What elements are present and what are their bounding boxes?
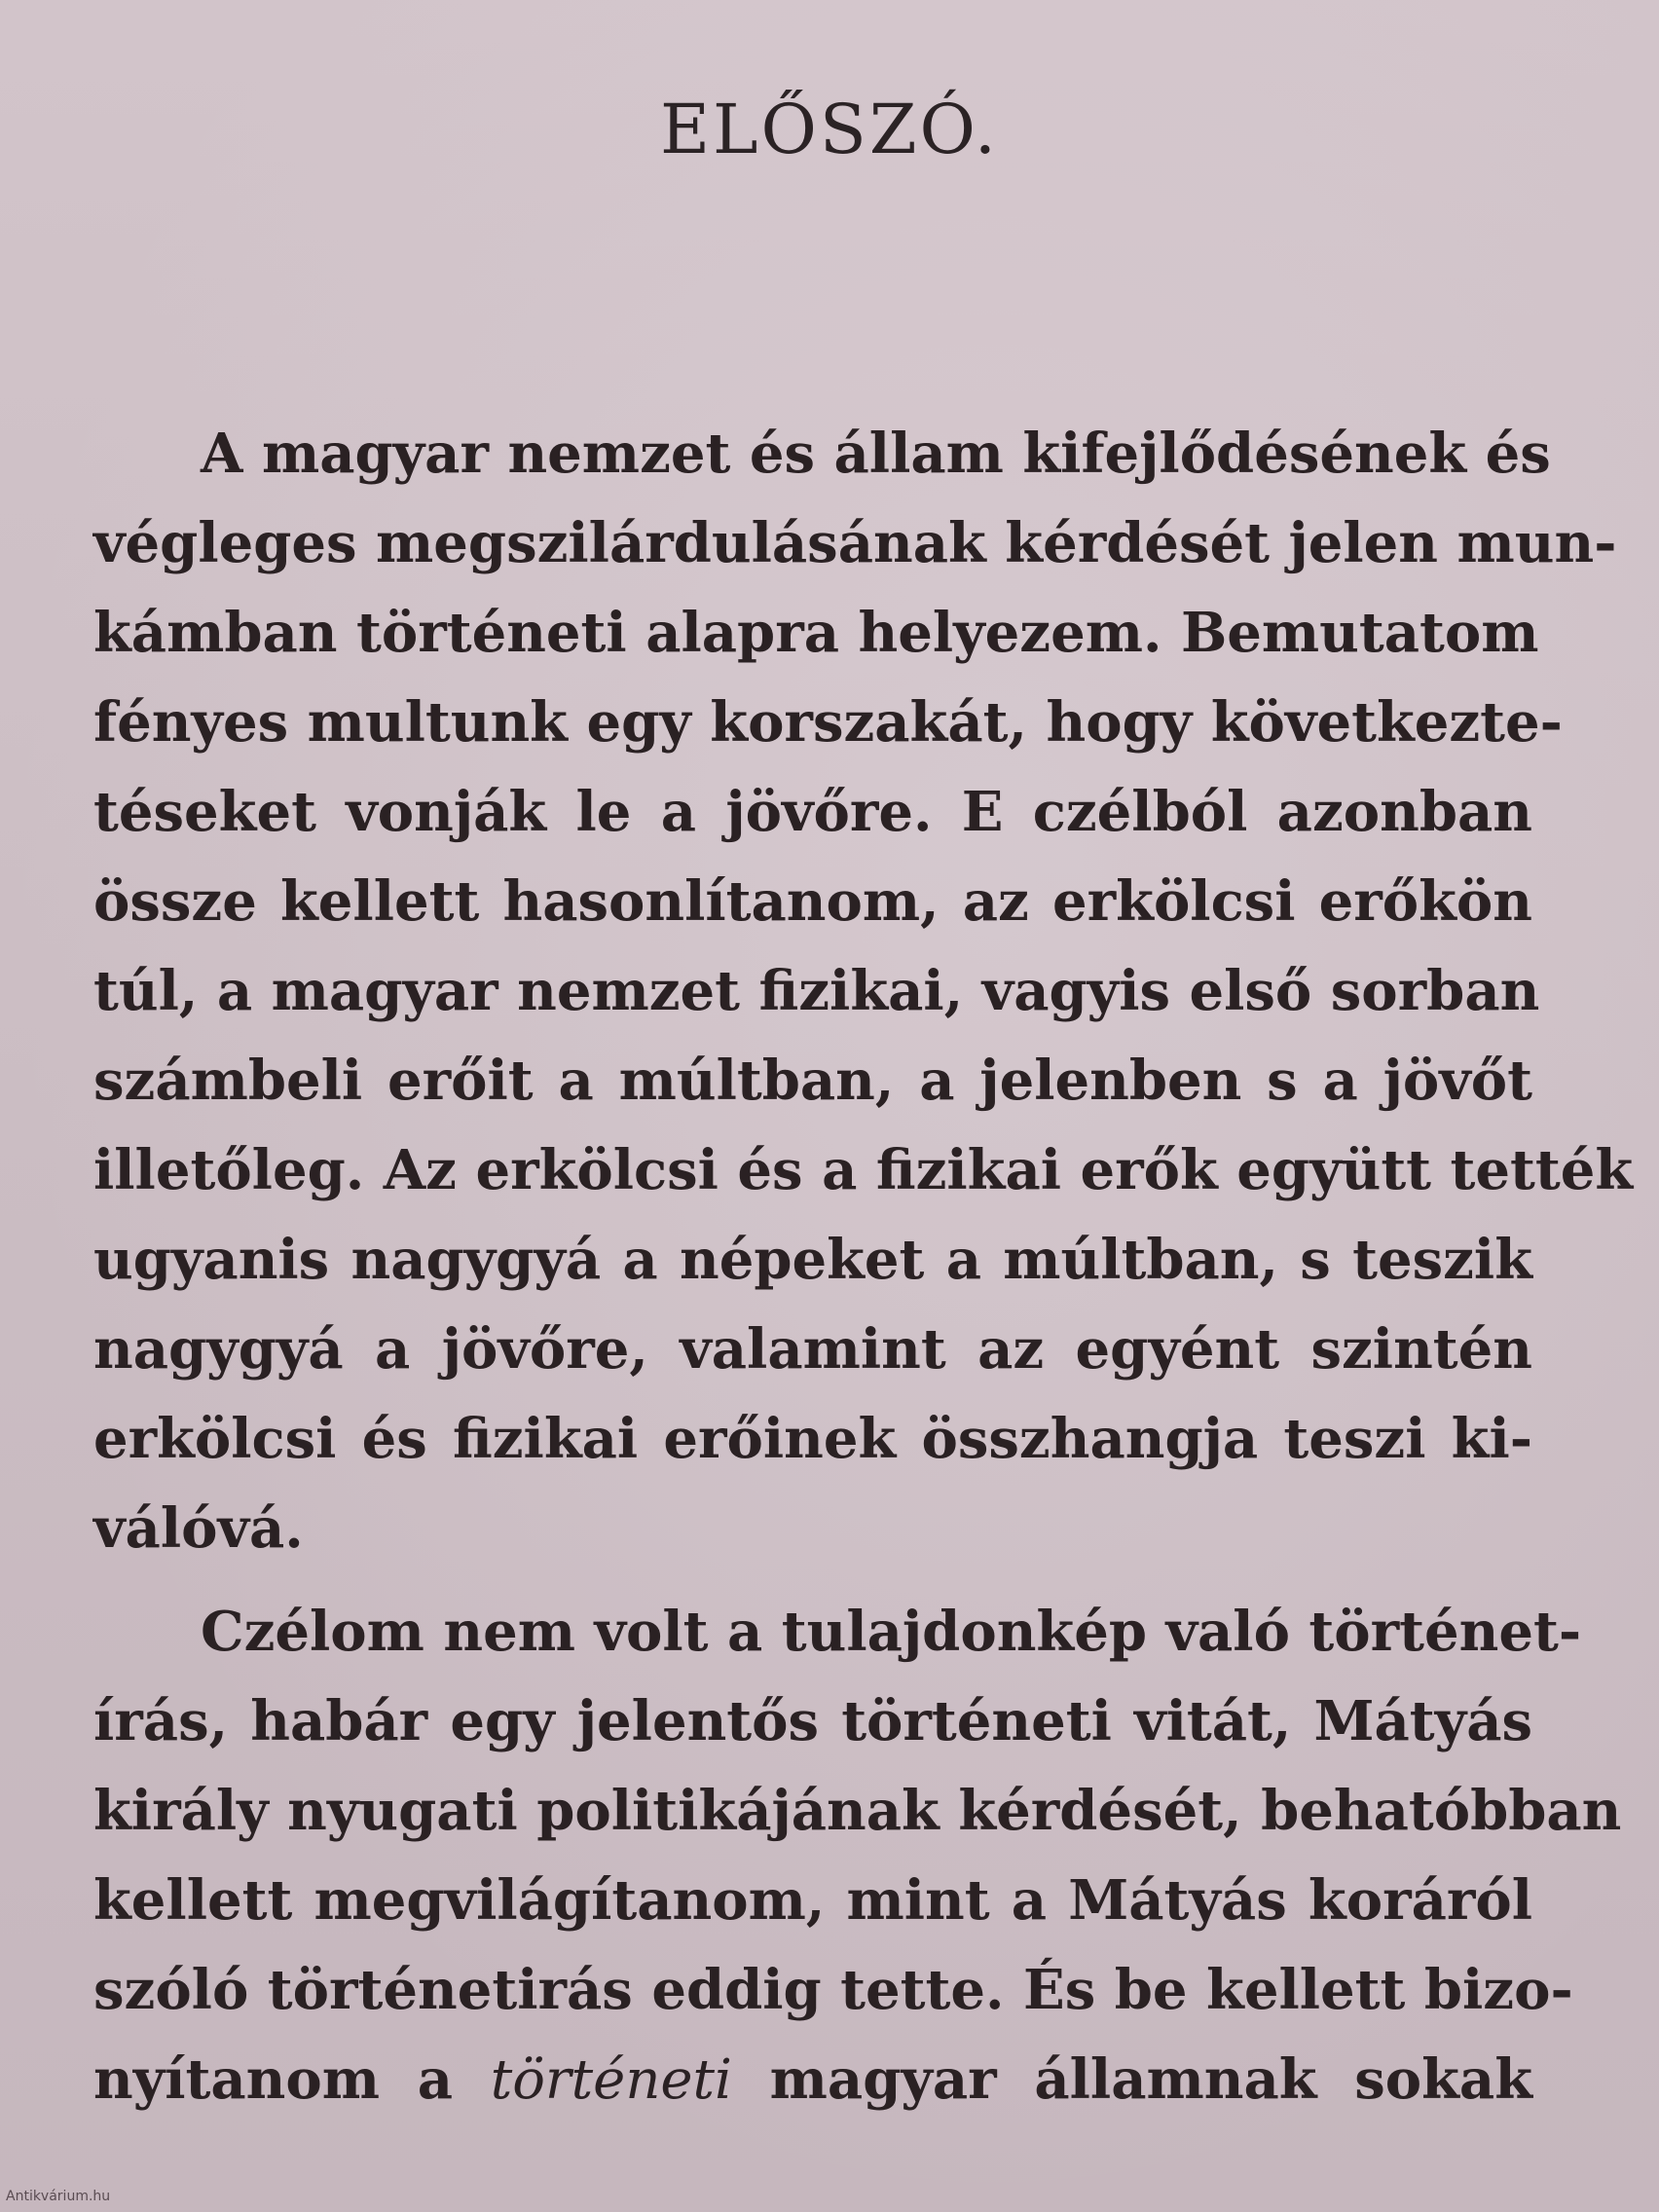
text-line: téseket vonják le a jövőre. E czélból azonban: [93, 780, 1532, 844]
watermark-text: Antikvárium.hu: [6, 2189, 111, 2204]
text-line: válóvá.: [93, 1496, 304, 1561]
text-line: össze kellett hasonlítanom, az erkölcsi erőkön: [93, 869, 1532, 934]
text-line: erkölcsi és fizikai erőinek összhangja teszi ki-: [93, 1407, 1532, 1471]
text-line: számbeli erőit a múltban, a jelenben s a jövőt: [93, 1049, 1532, 1113]
text-line: ugyanis nagygyá a népeket a múltban, s teszik: [93, 1228, 1532, 1292]
paragraph-1: [93, 409, 1634, 1573]
text-line: fényes multunk egy korszakát, hogy következte-: [93, 690, 1563, 755]
text-line: király nyugati politikájának kérdését, behatóbban: [93, 1779, 1622, 1843]
text-line: nagygyá a jövőre, valamint az egyént szintén: [93, 1317, 1532, 1382]
paragraph-2: [93, 1587, 1622, 2124]
text-line: túl, a magyar nemzet fizikai, vagyis első sorban: [93, 959, 1540, 1023]
text-line: írás, habár egy jelentős történeti vitát, Mátyás: [93, 1689, 1532, 1753]
text-line: kellett megvilágítanom, mint a Mátyás koráról: [93, 1868, 1532, 1933]
text-line: A magyar nemzet és állam kifejlődésének és: [201, 422, 1551, 486]
page-title: ELŐSZÓ.: [659, 90, 1000, 169]
text-fragment: magyar államnak sokak: [769, 2047, 1533, 2112]
text-line: Czélom nem volt a tulajdonkép való történet-: [201, 1600, 1582, 1664]
text-fragment: nyítanom a: [93, 2047, 453, 2112]
text-line: szóló történetirás eddig tette. És be kellett bizo-: [93, 1958, 1573, 2022]
italic-emphasis: történeti: [490, 2048, 732, 2112]
text-line: végleges megszilárdulásának kérdését jelen mun-: [93, 511, 1617, 575]
text-line: kámban történeti alapra helyezem. Bemutatom: [93, 601, 1539, 665]
text-line-last: [93, 2035, 1532, 2124]
text-line: illetőleg. Az erkölcsi és a fizikai erők együtt tették: [93, 1138, 1634, 1202]
